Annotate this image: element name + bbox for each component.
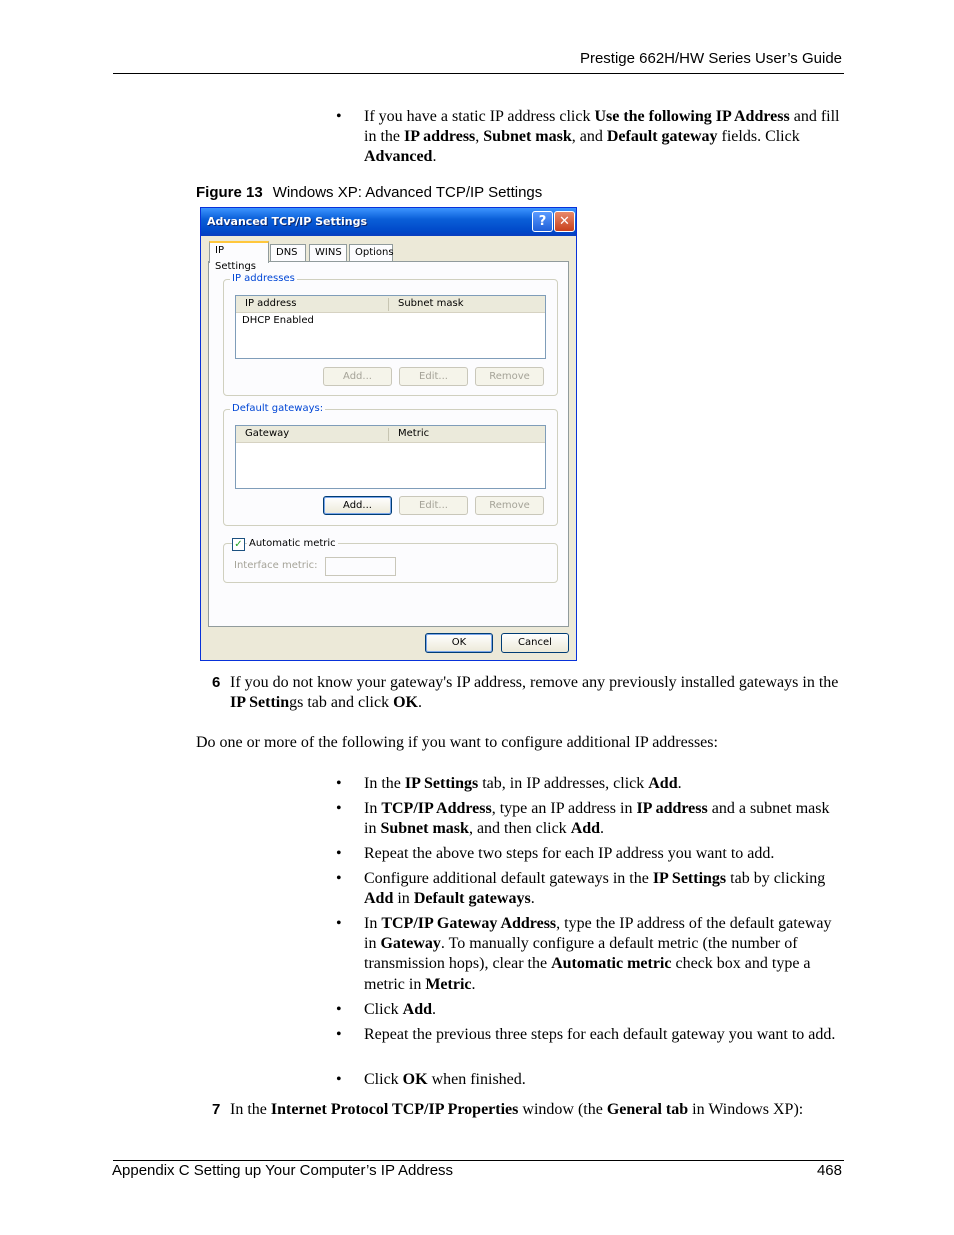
ip-list-header bbox=[236, 296, 545, 313]
gateway-list[interactable] bbox=[235, 425, 546, 489]
figure-caption bbox=[196, 184, 542, 201]
close-icon[interactable]: ✕ bbox=[554, 211, 575, 232]
intro-bullet: • If you have a static IP address click Use the following IP Address and fill in the IP address, Subnet mask, and Default gateway fields. Click Advanced. bbox=[336, 108, 840, 166]
tab-options[interactable]: Options bbox=[349, 244, 393, 262]
dialog-title: Advanced TCP/IP Settings bbox=[207, 215, 368, 228]
advanced-tcpip-dialog bbox=[200, 207, 577, 661]
ip-add-button[interactable]: Add... bbox=[323, 367, 392, 386]
list-item: • Configure additional default gateways in the IP Settings tab by clicking Add in Default gateways. bbox=[336, 870, 826, 908]
header-rule bbox=[113, 73, 844, 74]
interface-metric-label: Interface metric: bbox=[234, 560, 318, 571]
col-ip-address[interactable]: IP address bbox=[245, 298, 297, 309]
ok-button[interactable]: OK bbox=[425, 633, 493, 653]
gateway-list-header bbox=[236, 426, 545, 443]
interface-metric-input[interactable] bbox=[325, 557, 396, 576]
ip-settings-panel bbox=[208, 261, 569, 627]
step-6: 6 If you do not know your gateway's IP address, remove any previously installed gateways in the IP Settings tab and click OK. bbox=[212, 674, 839, 712]
col-gateway[interactable]: Gateway bbox=[245, 428, 290, 439]
list-item: • In TCP/IP Address, type an IP address in IP address and a subnet mask in Subnet mask, and then click Add. bbox=[336, 800, 830, 838]
tab-wins[interactable]: WINS bbox=[309, 244, 347, 262]
step-number: 6 bbox=[212, 674, 221, 691]
footer-chapter: Appendix C Setting up Your Computer’s IP Address bbox=[112, 1162, 454, 1179]
list-item: • Click OK when finished. bbox=[336, 1071, 526, 1088]
default-gateways-label: Default gateways: bbox=[232, 403, 324, 414]
tab-ip-settings[interactable]: IP Settings bbox=[209, 241, 269, 263]
list-item: • Repeat the previous three steps for each default gateway you want to add. bbox=[336, 1026, 836, 1043]
col-metric[interactable]: Metric bbox=[398, 428, 430, 439]
gateway-edit-button[interactable]: Edit... bbox=[399, 496, 468, 515]
list-item: • In TCP/IP Gateway Address, type the IP address of the default gateway in Gateway. To manually configure a default metric (the number of transmission hops), clear the Automatic metric check box and type a metric in Metric. bbox=[336, 915, 832, 993]
tab-dns[interactable]: DNS bbox=[270, 244, 306, 262]
running-header: Prestige 662H/HW Series User’s Guide bbox=[579, 50, 842, 67]
cancel-button[interactable]: Cancel bbox=[501, 633, 569, 653]
step-number: 7 bbox=[212, 1101, 221, 1118]
bullet-glyph: • bbox=[336, 108, 342, 125]
ip-addresses-label: IP addresses bbox=[232, 273, 295, 284]
footer-rule bbox=[113, 1160, 844, 1161]
page-number: 468 bbox=[816, 1162, 842, 1179]
col-subnet-mask[interactable]: Subnet mask bbox=[398, 298, 464, 309]
figure-title: Windows XP: Advanced TCP/IP Settings bbox=[272, 184, 543, 201]
automatic-metric-checkbox[interactable]: ✓ bbox=[232, 538, 245, 551]
ip-addresses-group bbox=[223, 273, 558, 396]
list-item: • Click Add. bbox=[336, 1001, 437, 1018]
help-icon[interactable]: ? bbox=[532, 211, 553, 232]
gateway-add-button[interactable]: Add... bbox=[323, 496, 392, 515]
automatic-metric-label: Automatic metric bbox=[249, 538, 336, 549]
metric-group bbox=[223, 538, 558, 583]
figure-number: Figure 13 bbox=[196, 184, 263, 201]
dialog-titlebar[interactable] bbox=[201, 208, 576, 236]
body-paragraph: Do one or more of the following if you want to configure additional IP addresses: bbox=[196, 734, 718, 751]
ip-edit-button[interactable]: Edit... bbox=[399, 367, 468, 386]
default-gateways-group bbox=[223, 403, 558, 526]
list-item: • In the IP Settings tab, in IP addresses, click Add. bbox=[336, 775, 682, 792]
list-item[interactable]: DHCP Enabled bbox=[242, 315, 314, 326]
step-7: 7 In the Internet Protocol TCP/IP Properties window (the General tab in Windows XP): bbox=[230, 1100, 844, 1120]
ip-remove-button[interactable]: Remove bbox=[475, 367, 544, 386]
gateway-remove-button[interactable]: Remove bbox=[475, 496, 544, 515]
list-item: • Repeat the above two steps for each IP address you want to add. bbox=[336, 845, 775, 862]
ip-address-list[interactable] bbox=[235, 295, 546, 359]
